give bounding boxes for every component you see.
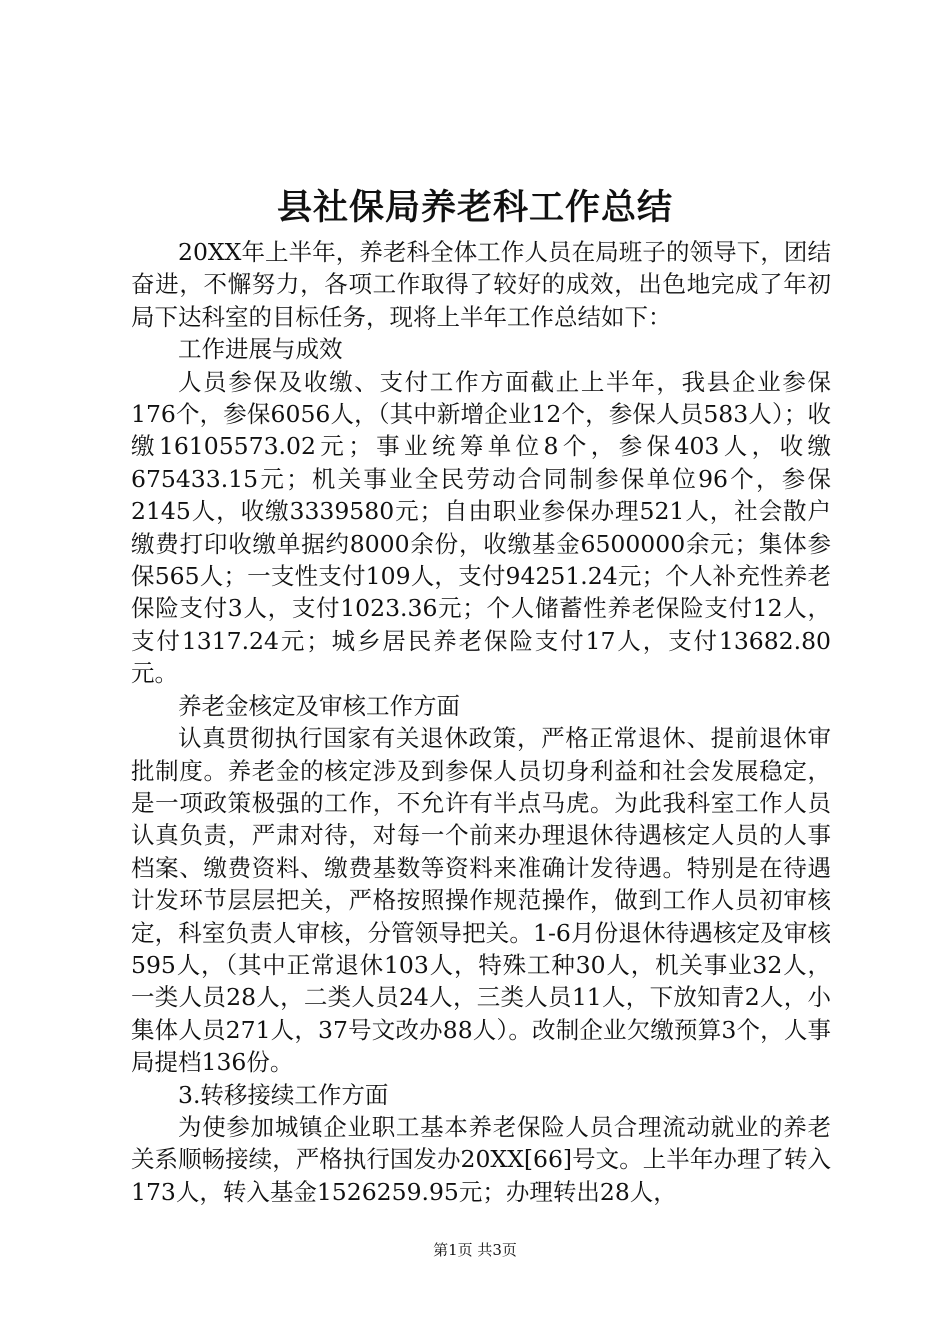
document-title: 县社保局养老科工作总结 <box>276 187 673 228</box>
document-body <box>131 236 831 1208</box>
section-heading-progress: 工作进展与成效 <box>178 335 343 364</box>
section-heading-transfer: 3.转移接续工作方面 <box>178 1080 389 1109</box>
paragraph-enrollment: 人员参保及收缴、支付工作方面截止上半年，我县企业参保176个，参保6056人，（其中新增企业12个，参保人员583人）；收缴16105573.02元；事业统筹单位8个，参保403人，收缴675433.15元；机关事业全民劳动合同制参保单位96个，参保2145人，收缴3339580元；自由职业参保办理521人，社会散户缴费打印收缴单据约8000余份，收缴基金6500000余元；集体参保565人；一支性支付109人，支付94251.24元；个人补充性养老保险支付3人，支付1023.36元；个人储蓄性养老保险支付12人，支付1317.24元；城乡居民养老保险支付17人，支付13682.80元。 <box>131 367 831 688</box>
paragraph-pension-review: 认真贯彻执行国家有关退休政策，严格正常退休、提前退休审批制度。养老金的核定涉及到参保人员切身利益和社会发展稳定，是一项政策极强的工作，不允许有半点马虎。为此我科室工作人员认真负责，严肃对待，对每一个前来办理退休待遇核定人员的人事档案、缴费资料、缴费基数等资料来准确计发待遇。特别是在待遇计发环节层层把关，严格按照操作规范操作，做到工作人员初审核定，科室负责人审核，分管领导把关。1-6月份退休待遇核定及审核595人，（其中正常退休103人，特殊工种30人，机关事业32人，一类人员28人，二类人员24人，三类人员11人，下放知青2人，小集体人员271人，37号文改办88人）。改制企业欠缴预算3个，人事局提档136份。 <box>131 724 831 1077</box>
page-footer: 第1页 共3页 <box>433 1241 517 1259</box>
paragraph-intro: 20XX年上半年，养老科全体工作人员在局班子的领导下，团结奋进，不懈努力，各项工作取得了较好的成效，出色地完成了年初局下达科室的目标任务，现将上半年工作总结如下： <box>131 238 831 331</box>
paragraph-transfer: 为使参加城镇企业职工基本养老保险人员合理流动就业的养老关系顺畅接续，严格执行国发办20XX[66]号文。上半年办理了转入173人，转入基金1526259.95元；办理转出28人， <box>131 1112 831 1206</box>
section-heading-pension-review: 养老金核定及审核工作方面 <box>178 691 460 720</box>
